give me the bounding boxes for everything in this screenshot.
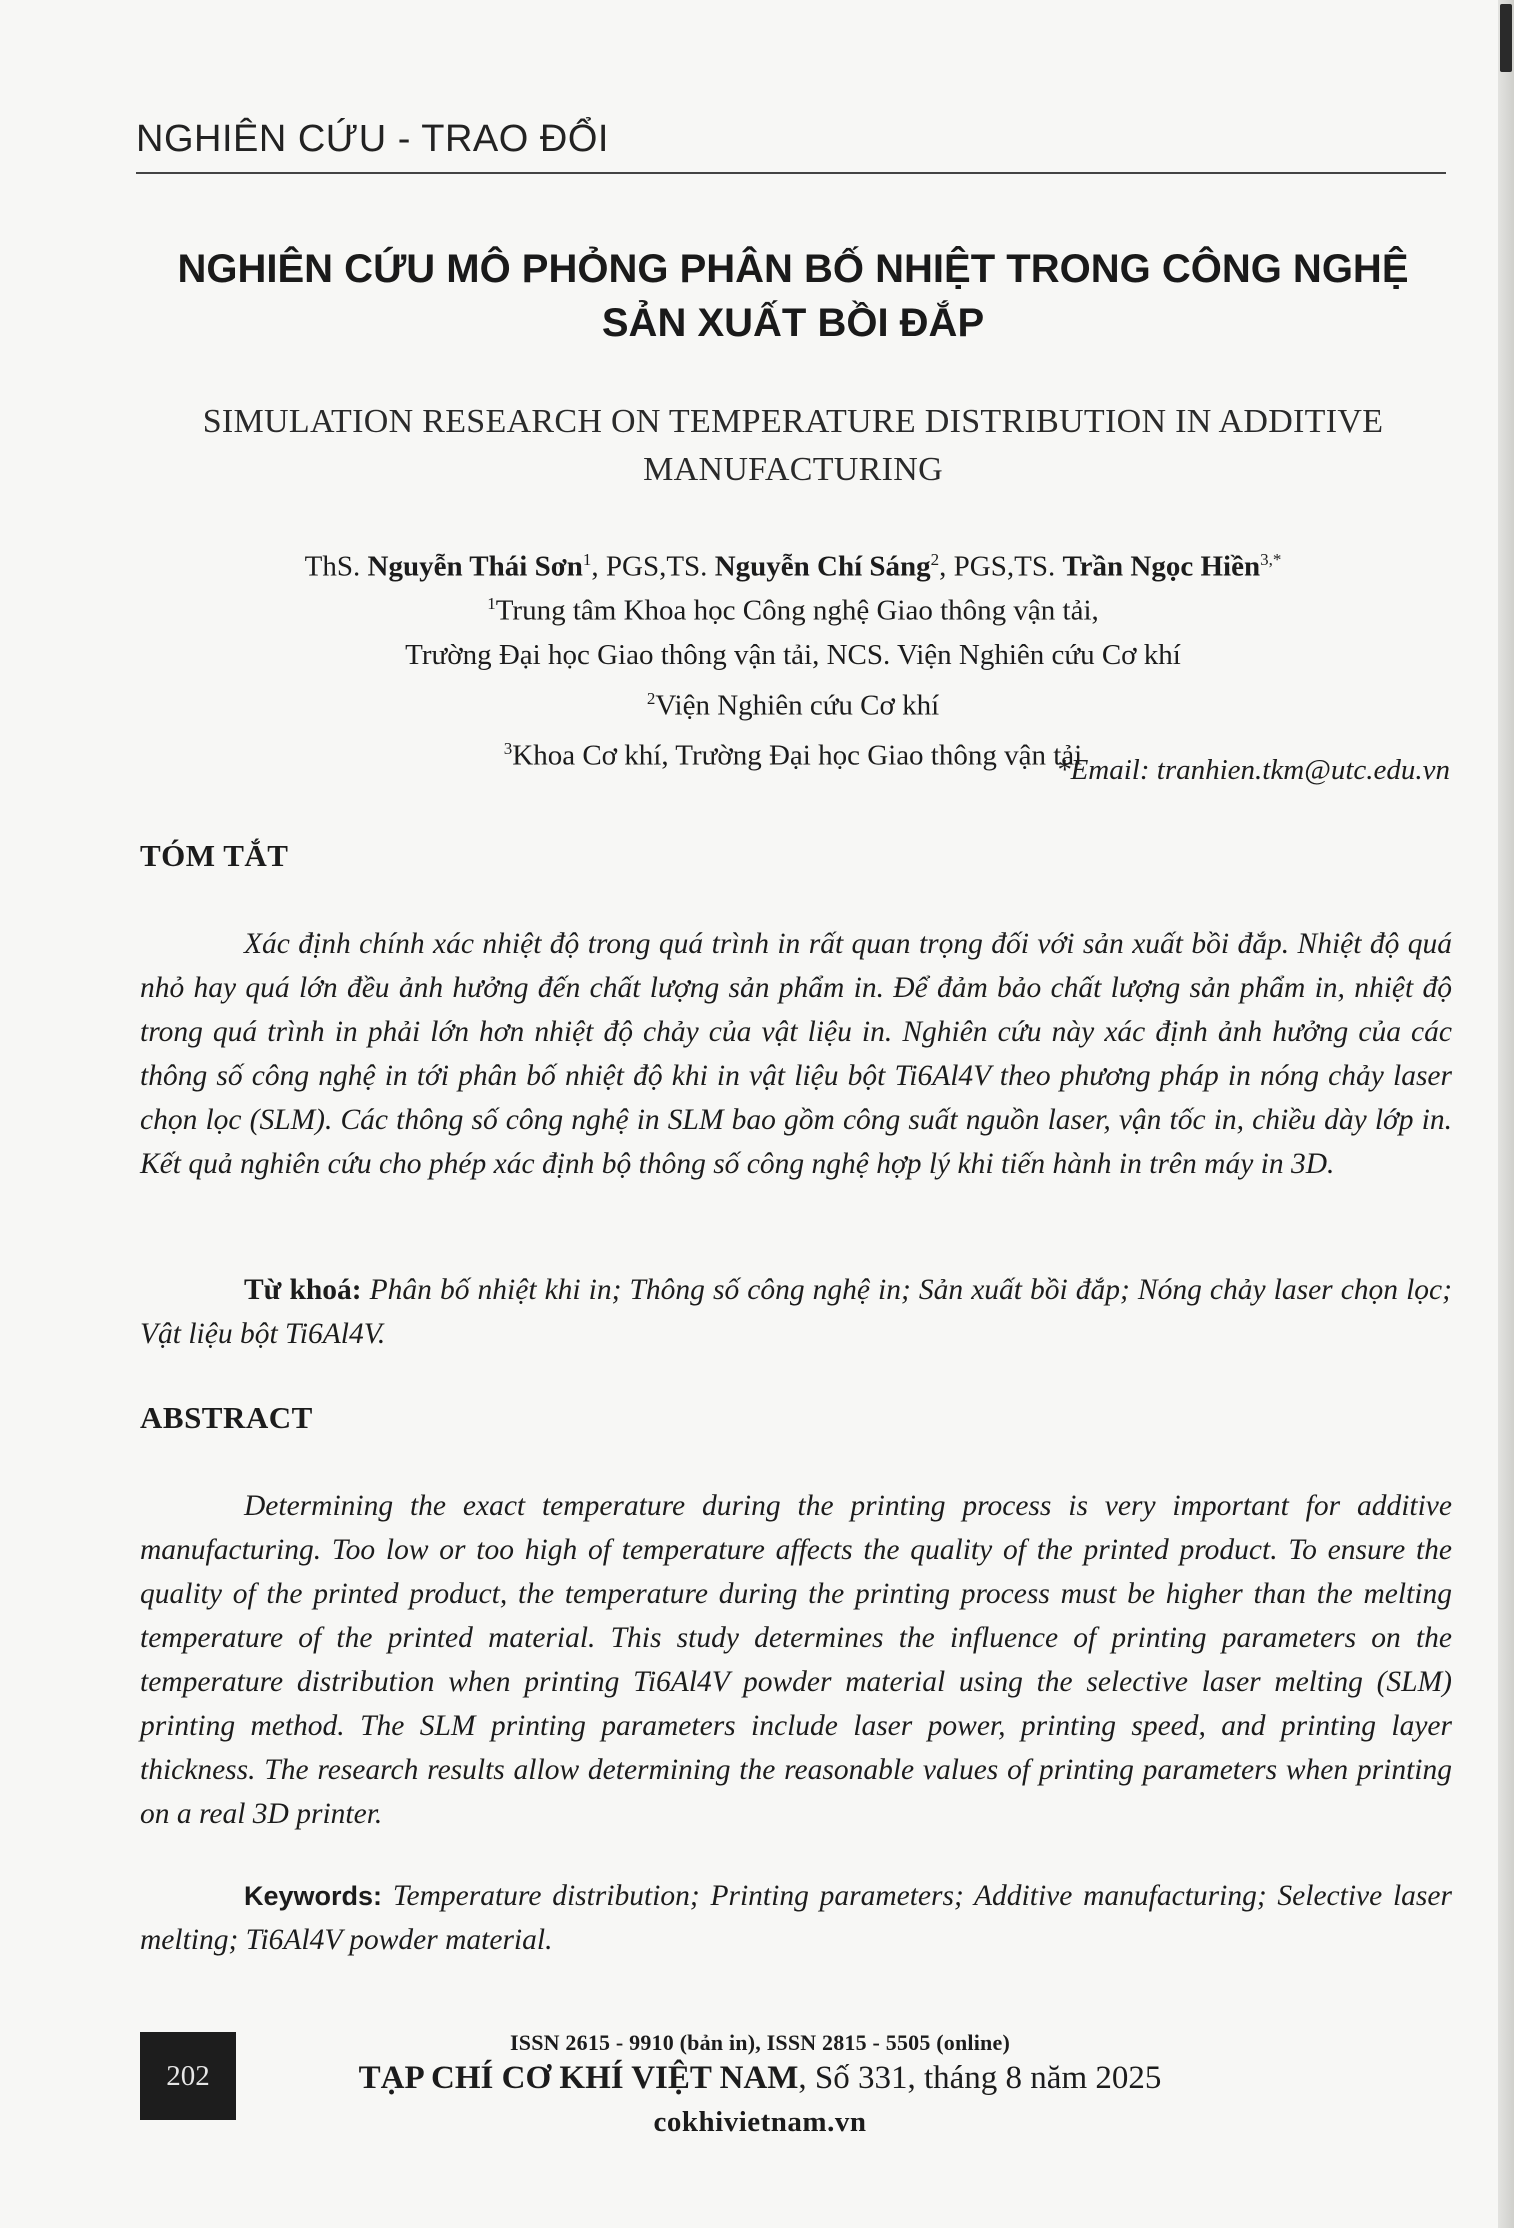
tom-tat-keywords-text: Phân bố nhiệt khi in; Thông số công nghệ in; Sản xuất bồi đắp; Nóng chảy laser chọn lọc; Vật liệu bột Ti6Al4V. bbox=[140, 1274, 1452, 1350]
affiliation-1-line-2: Trường Đại học Giao thông vận tải, NCS. Viện Nghiên cứu Cơ khí bbox=[405, 638, 1181, 671]
author-3-prefix: , PGS,TS. bbox=[939, 550, 1063, 583]
page-edge-shadow bbox=[1498, 0, 1514, 2228]
affiliation-2-sup: 2 bbox=[646, 688, 656, 708]
abstract-keywords-text: Temperature distribution; Printing parameters; Additive manufacturing; Selective laser melting; Ti6Al4V powder material. bbox=[140, 1880, 1452, 1956]
abstract-body: Determining the exact temperature during the printing process is very important for additive manufacturing. Too low or too high of temperature affects the quality of the printed product. To ensure the quality of the printed product, the temperature during the printing process must be higher than the melting temperature of the printed material. This study determines the influence of printing parameters on the temperature distribution when printing Ti6Al4V powder material using the selective laser melting (SLM) printing method. The SLM printing parameters include laser power, printing speed, and printing layer thickness. The research results allow determining the reasonable values of printing parameters when printing on a real 3D printer. bbox=[140, 1490, 1452, 1830]
heading-tom-tat: TÓM TẮT bbox=[140, 838, 289, 873]
page-number: 202 bbox=[140, 2032, 236, 2120]
title-vi-line-1: NGHIÊN CỨU MÔ PHỎNG PHÂN BỐ NHIỆT TRONG CÔNG NGHỆ bbox=[177, 247, 1409, 291]
footer-website: cokhivietnam.vn bbox=[653, 2106, 867, 2138]
heading-abstract: ABSTRACT bbox=[140, 1400, 313, 1435]
affiliation-3-text: Khoa Cơ khí, Trường Đại học Giao thông vận tải bbox=[512, 739, 1083, 772]
affiliation-1-text: Trung tâm Khoa học Công nghệ Giao thông vận tải, bbox=[495, 594, 1099, 627]
affiliations bbox=[100, 582, 1486, 778]
author-2-name: Nguyễn Chí Sáng bbox=[714, 550, 931, 583]
journal-name: TẠP CHÍ CƠ KHÍ VIỆT NAM bbox=[358, 2060, 799, 2096]
tom-tat-keywords-label: Từ khoá: bbox=[244, 1274, 362, 1306]
title-vietnamese bbox=[100, 242, 1486, 350]
affiliation-1-sup: 1 bbox=[487, 594, 496, 613]
author-1-prefix: ThS. bbox=[304, 550, 368, 583]
title-vi-line-2: SẢN XUẤT BỒI ĐẮP bbox=[601, 301, 985, 345]
author-2-prefix: , PGS,TS. bbox=[591, 550, 715, 583]
affiliation-1-line-1 bbox=[100, 582, 1486, 633]
footer-issn: ISSN 2615 - 9910 (bản in), ISSN 2815 - 5505 (online) bbox=[510, 2030, 1010, 2055]
affiliation-3-sup: 3 bbox=[503, 739, 513, 759]
author-1-affil: 1 bbox=[582, 550, 592, 569]
title-english bbox=[100, 398, 1486, 494]
corresponding-email: *Email: tranhien.tkm@utc.edu.vn bbox=[1056, 754, 1450, 786]
abstract-keywords bbox=[140, 1874, 1452, 1962]
abstract-keywords-label: Keywords: bbox=[244, 1881, 383, 1911]
title-en-line-1: SIMULATION RESEARCH ON TEMPERATURE DISTRIBUTION IN ADDITIVE bbox=[202, 403, 1384, 440]
tom-tat-body: Xác định chính xác nhiệt độ trong quá trình in rất quan trọng đối với sản xuất bồi đắp. Nhiệt độ quá nhỏ hay quá lớn đều ảnh hưởng đến chất lượng sản phẩm in. Để đảm bảo chất lượng sản phẩm in, nhiệt độ trong quá trình in phải lớn hơn nhiệt độ chảy của vật liệu in. Nghiên cứu này xác định ảnh hưởng của các thông số công nghệ in tới phân bố nhiệt độ khi in vật liệu bột Ti6Al4V theo phương pháp in nóng chảy laser chọn lọc (SLM). Các thông số công nghệ in SLM bao gồm công suất nguồn laser, vận tốc in, chiều dày lớp in. Kết quả nghiên cứu cho phép xác định bộ thông số công nghệ hợp lý khi tiến hành in trên máy in 3D. bbox=[140, 928, 1452, 1180]
author-3-name: Trần Ngọc Hiền bbox=[1062, 550, 1261, 583]
header-divider bbox=[136, 172, 1446, 174]
affiliation-2-text: Viện Nghiên cứu Cơ khí bbox=[655, 689, 940, 722]
author-2-affil: 2 bbox=[930, 550, 940, 569]
section-header: NGHIÊN CỨU - TRAO ĐỔI bbox=[136, 118, 609, 160]
scan-edge-mark bbox=[1500, 4, 1512, 72]
affiliation-2 bbox=[100, 677, 1486, 728]
author-3-affil: 3,* bbox=[1260, 550, 1282, 569]
journal-issue: , Số 331, tháng 8 năm 2025 bbox=[798, 2060, 1162, 2096]
title-en-line-2: MANUFACTURING bbox=[643, 451, 943, 488]
author-1-name: Nguyễn Thái Sơn bbox=[367, 550, 583, 583]
footer-journal bbox=[260, 2060, 1260, 2097]
tom-tat-keywords bbox=[140, 1268, 1452, 1356]
